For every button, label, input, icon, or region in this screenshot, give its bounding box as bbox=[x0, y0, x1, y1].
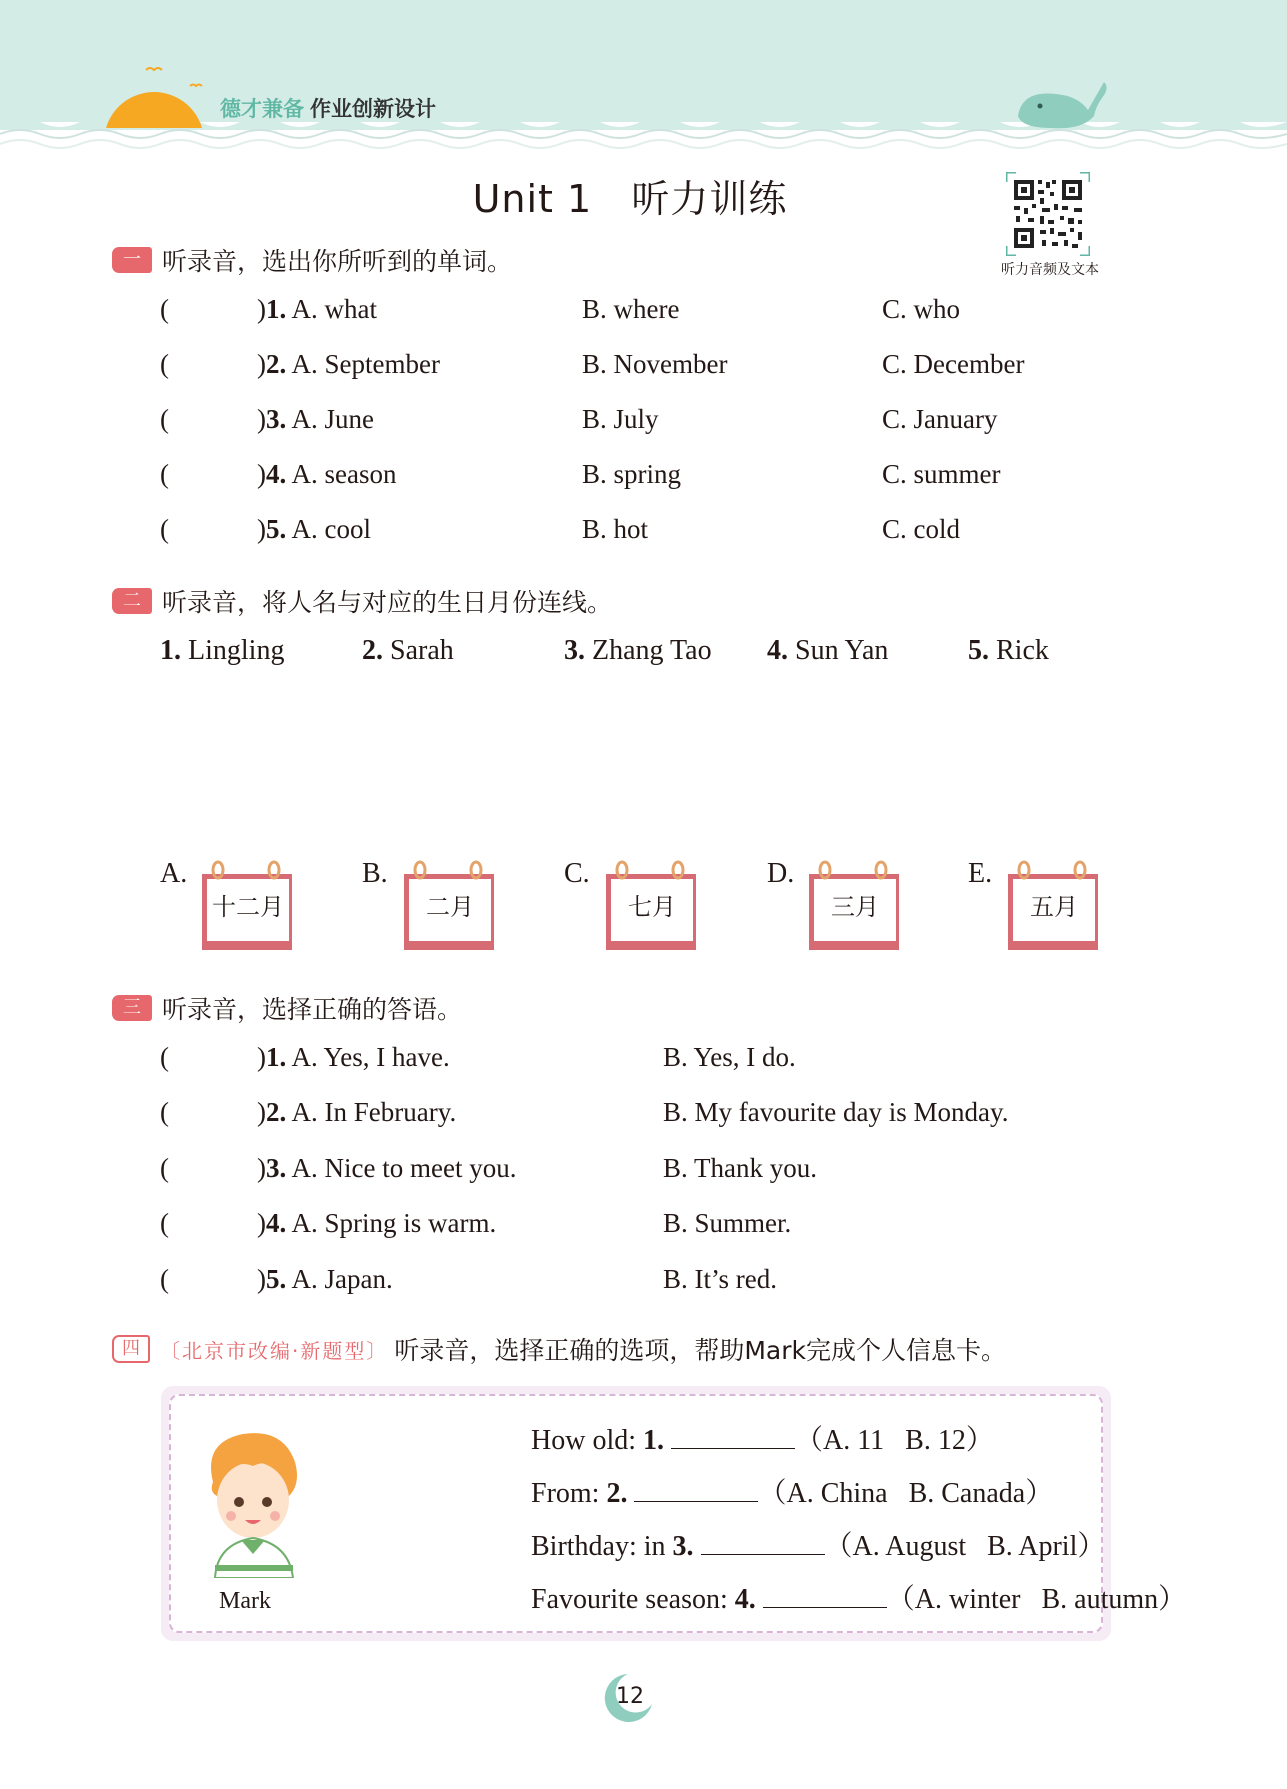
field-number: 2. bbox=[606, 1478, 628, 1509]
item-number: 2. bbox=[266, 349, 287, 379]
boy-illustration bbox=[193, 1422, 313, 1578]
field-number: 4. bbox=[734, 1584, 756, 1615]
option-a: A. Yes, I have. bbox=[291, 1042, 450, 1072]
option-a: A. cool bbox=[291, 514, 371, 544]
item-number: 3. bbox=[266, 404, 287, 434]
section4-badge: 四 bbox=[112, 1335, 150, 1363]
section2-instruction: 听录音，将人名与对应的生日月份连线。 bbox=[162, 588, 613, 617]
option-c: C. December bbox=[882, 349, 1025, 379]
option-b: B. November bbox=[582, 349, 728, 379]
page-title: Unit 1 听力训练 bbox=[472, 177, 788, 221]
whale-icon bbox=[1012, 76, 1112, 132]
field-number: 1. bbox=[643, 1425, 664, 1456]
section4-instruction: 听录音，选择正确的选项，帮助Mark完成个人信息卡。 bbox=[394, 1336, 1007, 1365]
option-b: B. where bbox=[582, 294, 680, 324]
option-a: A. season bbox=[291, 459, 397, 489]
character-name: Mark bbox=[219, 1588, 271, 1614]
calendar-letter: B. bbox=[362, 858, 388, 889]
section4-heading bbox=[112, 1331, 1006, 1367]
page-number-badge bbox=[598, 1670, 658, 1726]
calendar-month: 五月 bbox=[1030, 893, 1078, 921]
field-options: （A. August B. April） bbox=[824, 1531, 1106, 1562]
qr-code-icon[interactable] bbox=[1006, 172, 1090, 256]
section3-badge: 三 bbox=[112, 995, 152, 1021]
option-c: C. cold bbox=[882, 514, 960, 544]
list-item: ( )1. A. what bbox=[160, 294, 377, 324]
calendar-month: 七月 bbox=[628, 893, 676, 921]
list-item: ( )3. A. Nice to meet you. bbox=[160, 1153, 517, 1183]
info-row bbox=[531, 1524, 1105, 1564]
name-item bbox=[968, 635, 1049, 667]
item-number: 1. bbox=[266, 294, 287, 324]
info-card-inner bbox=[169, 1394, 1187, 1633]
option-a: A. June bbox=[291, 404, 375, 434]
item-number: 5. bbox=[266, 514, 287, 544]
section1-badge: 一 bbox=[112, 247, 152, 273]
name-item bbox=[767, 635, 888, 667]
name-item bbox=[564, 635, 712, 667]
option-a: A. September bbox=[291, 349, 440, 379]
list-item: ( )1. A. Yes, I have. bbox=[160, 1042, 450, 1072]
option-c: C. January bbox=[882, 404, 998, 434]
section3-instruction: 听录音，选择正确的答语。 bbox=[162, 995, 463, 1024]
calendar-letter: C. bbox=[564, 858, 590, 889]
brand-green: 德才兼备 bbox=[220, 97, 304, 121]
list-item: ( )4. A. Spring is warm. bbox=[160, 1208, 497, 1238]
calendar-letter: D. bbox=[767, 858, 795, 889]
calendar-month: 十二月 bbox=[212, 893, 284, 921]
answer-blank[interactable] bbox=[634, 1475, 758, 1502]
option-b: B. Thank you. bbox=[663, 1153, 817, 1183]
name-number: 3. bbox=[564, 635, 585, 666]
info-row bbox=[531, 1577, 1186, 1617]
list-item: ( )5. A. Japan. bbox=[160, 1264, 393, 1294]
field-label: How old: bbox=[531, 1425, 643, 1456]
item-number: 4. bbox=[266, 1208, 287, 1238]
calendar-card bbox=[400, 858, 496, 950]
section1-instruction: 听录音，选出你所听到的单词。 bbox=[162, 247, 513, 276]
answer-blank[interactable] bbox=[671, 1422, 795, 1449]
option-b: B. Yes, I do. bbox=[663, 1042, 796, 1072]
info-card bbox=[161, 1386, 1187, 1641]
name-item bbox=[362, 635, 454, 667]
section3-heading bbox=[112, 990, 462, 1026]
option-c: C. summer bbox=[882, 459, 1001, 489]
section2-heading bbox=[112, 583, 612, 619]
field-number: 3. bbox=[672, 1531, 694, 1562]
option-b: B. spring bbox=[582, 459, 682, 489]
brand-subtitle: 作业创新设计 bbox=[310, 97, 436, 121]
item-number: 3. bbox=[266, 1153, 287, 1183]
name-number: 1. bbox=[160, 635, 181, 666]
calendar-month: 三月 bbox=[831, 893, 879, 921]
answer-blank[interactable] bbox=[701, 1528, 825, 1555]
qr-caption: 听力音频及文本 bbox=[1001, 262, 1099, 278]
field-label: Favourite season: bbox=[531, 1584, 735, 1615]
name-number: 5. bbox=[968, 635, 989, 666]
calendar-card bbox=[198, 858, 294, 950]
calendar-letter: E. bbox=[968, 858, 993, 889]
list-item: ( )5. A. cool bbox=[160, 514, 371, 544]
calendar-card bbox=[805, 858, 901, 950]
section1-heading bbox=[112, 242, 512, 278]
option-b: B. Summer. bbox=[663, 1208, 792, 1238]
name-label: Lingling bbox=[188, 635, 285, 666]
option-a: A. Spring is warm. bbox=[291, 1208, 497, 1238]
section4-tag: 〔北京市改编·新题型〕 bbox=[160, 1338, 389, 1363]
item-number: 4. bbox=[266, 459, 287, 489]
list-item: ( )2. A. In February. bbox=[160, 1097, 457, 1127]
field-label: Birthday: in bbox=[531, 1531, 673, 1562]
option-c: C. who bbox=[882, 294, 961, 324]
info-row bbox=[531, 1418, 994, 1458]
option-a: A. In February. bbox=[291, 1097, 457, 1127]
field-label: From: bbox=[531, 1478, 607, 1509]
option-b: B. My favourite day is Monday. bbox=[663, 1097, 1009, 1127]
field-options: （A. winter B. autumn） bbox=[886, 1584, 1187, 1615]
calendar-month: 二月 bbox=[426, 893, 474, 921]
list-item: ( )3. A. June bbox=[160, 404, 375, 434]
field-options: （A. 11 B. 12） bbox=[795, 1425, 994, 1456]
name-number: 2. bbox=[362, 635, 383, 666]
calendar-card bbox=[602, 858, 698, 950]
option-a: A. what bbox=[291, 294, 377, 324]
item-number: 2. bbox=[266, 1097, 287, 1127]
name-label: Sun Yan bbox=[795, 635, 889, 666]
page-number: 12 bbox=[616, 1684, 644, 1709]
option-b: B. It’s red. bbox=[663, 1264, 777, 1294]
option-b: B. July bbox=[582, 404, 659, 434]
option-a: A. Nice to meet you. bbox=[291, 1153, 517, 1183]
name-label: Zhang Tao bbox=[592, 635, 712, 666]
list-item: ( )4. A. season bbox=[160, 459, 397, 489]
list-item: ( )2. A. September bbox=[160, 349, 440, 379]
sun-icon bbox=[100, 58, 210, 128]
brand bbox=[220, 93, 436, 123]
item-number: 1. bbox=[266, 1042, 287, 1072]
page-header bbox=[0, 0, 1287, 150]
item-number: 5. bbox=[266, 1264, 287, 1294]
option-a: A. Japan. bbox=[291, 1264, 393, 1294]
option-b: B. hot bbox=[582, 514, 649, 544]
field-options: （A. China B. Canada） bbox=[758, 1478, 1054, 1509]
calendar-letter: A. bbox=[160, 858, 188, 889]
info-row bbox=[531, 1471, 1053, 1511]
calendar-card bbox=[1004, 858, 1100, 950]
name-label: Rick bbox=[996, 635, 1049, 666]
answer-blank[interactable] bbox=[763, 1581, 887, 1608]
name-label: Sarah bbox=[390, 635, 454, 666]
name-item bbox=[160, 635, 284, 667]
section2-badge: 二 bbox=[112, 588, 152, 614]
name-number: 4. bbox=[767, 635, 788, 666]
